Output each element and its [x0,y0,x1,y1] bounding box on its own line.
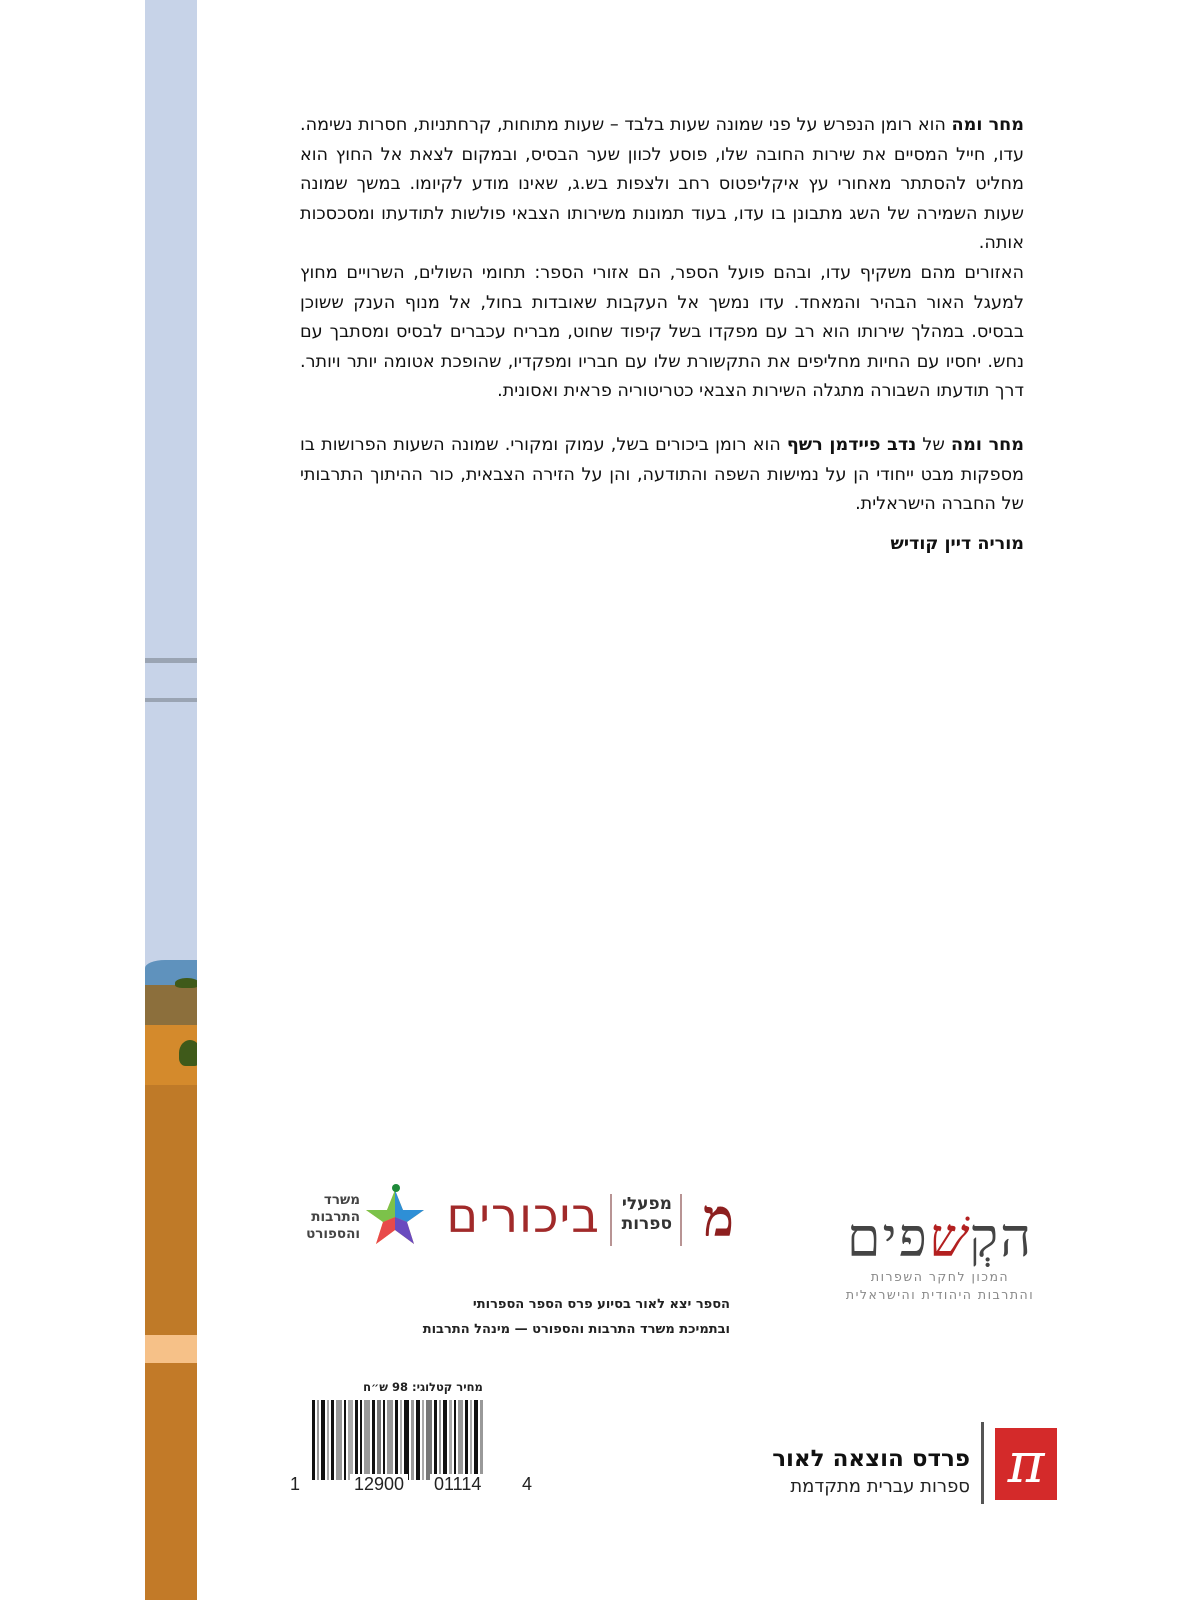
ministry-culture-sport-name: משרד התרבות והספורט [306,1192,360,1242]
author-name: נדב פיידמן רשף [786,434,917,455]
back-cover-blurb [300,111,1024,559]
mifalei-sifrut-icon: מ [703,1188,734,1249]
power-line [145,658,197,663]
divider [680,1194,682,1246]
hill-olive [145,985,197,1030]
blurb-paragraph-1: מחר ומה הוא רומן הנפרש על פני שמונה שעות בלבד – שעות מתוחות, קרחתניות, חסרות נשימה. עדו, חייל המסיים את שירות החובה שלו, פוסע לכוון שער הבסיס, ובמקום לצאת אל החוץ הוא מחליט להסתתר מאחורי עץ איקליפטוס רחב ולצפות בש.ג, שאינו מודע לקיומו. במשך שמונה שעות השמירה של השג מתבונן בו עדו, בעוד תמונות משירותו הצבאי פולשות לתודעתו ומסכסכות אותה. [300,115,1025,254]
divider [981,1422,984,1504]
field-dark [145,1085,197,1335]
hakshafim-wordmark: הקְשׁפים [846,1206,1034,1269]
publisher-tagline: ספרות עברית מתקדמת [790,1476,970,1497]
bush [175,978,197,988]
publisher-name: פרדס הוצאה לאור [772,1446,970,1472]
field-bottom [145,1363,197,1600]
hakshafim-subtitle-2: והתרבות היהודית והישראלית [845,1287,1035,1302]
pi-icon: π [995,1428,1057,1500]
ministry-star-icon [360,1182,430,1252]
book-title: מחר ומה [951,115,1025,135]
bush [179,1040,197,1066]
book-title: מחר ומה [951,434,1024,455]
field-stripe [145,1335,197,1363]
power-line [145,698,197,702]
publisher-logo [700,1420,1070,1510]
blurb-paragraph-3: מחר ומה של נדב פיידמן רשף הוא רומן ביכורים בשל, עמוק ומקורי. שמונה השעות הפרושות בו מספקות מבט ייחודי הן על נמישות השפה והתודעה, והן על הזירה הצבאית, כור ההיתוך התרבותי של החברה הישראלית. [300,434,1024,515]
hakshafim-subtitle-1: המכון לחקר השפרות [870,1269,1010,1284]
barcode: מחיר קטלוגי: 98 ש״ח 1 12900 01114 4 [290,1380,533,1494]
barcode-bars [312,1400,512,1480]
divider [610,1194,612,1246]
publication-support-note: הספר יצא לאור בסיוע פרס הספר הספרותי ובתמיכת משרד התרבות והספורט — מינהל התרבות [422,1297,730,1337]
sponsor-logos [300,1180,760,1260]
reviewer-signature: מוריה דיין קודיש [890,533,1024,554]
blurb-paragraph-2: האזורים מהם משקיף עדו, ובהם פועל הספר, הם אזורי הספר: תחומי השולים, השרויים מחוץ למעגל האור הבהיר והמאחד. עדו נמשך אל העקבות שאובדות בחול, אל מנוף הענק ששוכן בבסיס. במהלך שירותו הוא רב עם מפקדו בשל קיפוד שחוט, מבריח עכברים לבסיס ומסתבך עם נחש. יחסיו עם החיות מחליפים את התקשורת שלו עם חבריו ומפקדיו, שהופכת אטומה יותר ויותר. דרך תודעתו השבורה מתגלה השירות הצבאי כטריטוריה פראית ואסונית. [300,262,1024,402]
bikurim-series-logo: ביכורים [446,1188,600,1244]
catalog-price: מחיר קטלוגי: 98 ש״ח [363,1380,483,1394]
spine-illustration [145,0,197,1600]
hakshafim-logo [820,1208,1060,1304]
mifalei-sifrut-name: מפעלי ספרות [621,1194,672,1234]
